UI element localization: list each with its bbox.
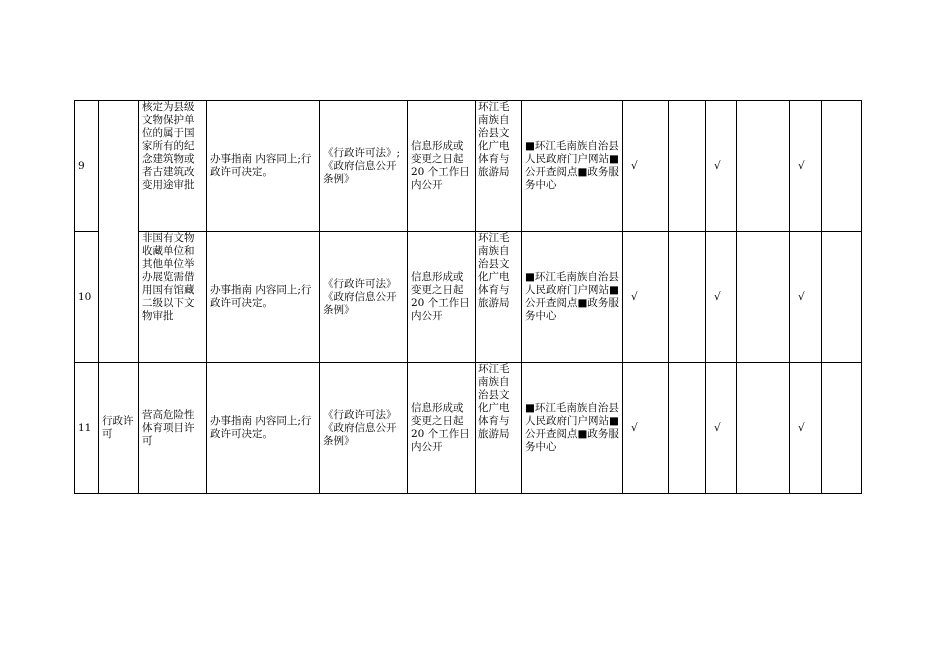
check-mark-cell: √ [623, 101, 669, 232]
channel-cell: ■环江毛南族自治县人民政府门户网站■公开查阅点■政务服务中心 [522, 363, 623, 494]
agency-cell: 环江毛南族自治县文化广电体育与旅游局 [476, 101, 522, 232]
item-name-cell: 核定为县级文物保护单位的属于国家所有的纪念建筑物或者古建筑改变用途审批 [139, 101, 207, 232]
time-limit-cell: 信息形成或变更之日起 20 个工作日内公开 [408, 232, 476, 363]
content-cell: 办事指南 内容同上;行政许可决定。 [207, 101, 320, 232]
basis-cell: 《行政许可法》《政府信息公开条例》 [320, 232, 408, 363]
disclosure-table [74, 100, 862, 494]
category-cell [99, 101, 139, 363]
check-mark-cell [737, 363, 790, 494]
row-number: 10 [75, 232, 99, 363]
check-mark-cell: √ [790, 101, 822, 232]
check-mark-cell: √ [706, 232, 737, 363]
row-number: 9 [75, 101, 99, 232]
check-mark-cell [669, 363, 706, 494]
check-mark-cell: √ [790, 232, 822, 363]
time-limit-cell: 信息形成或变更之日起 20 个工作日内公开 [408, 363, 476, 494]
check-mark-cell [822, 363, 862, 494]
category-cell: 行政许可 [99, 363, 139, 494]
check-mark-cell: √ [623, 232, 669, 363]
content-cell: 办事指南 内容同上;行政许可决定。 [207, 363, 320, 494]
item-name-cell: 非国有文物收藏单位和其他单位举办展览需借用国有馆藏二级以下文物审批 [139, 232, 207, 363]
channel-cell: ■环江毛南族自治县人民政府门户网站■公开查阅点■政务服务中心 [522, 101, 623, 232]
check-mark-cell [737, 101, 790, 232]
basis-cell: 《行政许可法》《政府信息公开条例》 [320, 363, 408, 494]
time-limit-cell: 信息形成或变更之日起 20 个工作日内公开 [408, 101, 476, 232]
check-mark-cell [822, 232, 862, 363]
content-cell: 办事指南 内容同上;行政许可决定。 [207, 232, 320, 363]
check-mark-cell: √ [623, 363, 669, 494]
row-number: 11 [75, 363, 99, 494]
table-row [75, 101, 862, 232]
agency-cell: 环江毛南族自治县文化广电体育与旅游局 [476, 232, 522, 363]
table-row [75, 232, 862, 363]
check-mark-cell: √ [706, 101, 737, 232]
channel-cell: ■环江毛南族自治县人民政府门户网站■公开查阅点■政务服务中心 [522, 232, 623, 363]
check-mark-cell [822, 101, 862, 232]
check-mark-cell: √ [706, 363, 737, 494]
table-row [75, 363, 862, 494]
check-mark-cell [737, 232, 790, 363]
check-mark-cell [669, 232, 706, 363]
basis-cell: 《行政许可法》;《政府信息公开条例》 [320, 101, 408, 232]
check-mark-cell: √ [790, 363, 822, 494]
agency-cell: 环江毛南族自治县文化广电体育与旅游局 [476, 363, 522, 494]
check-mark-cell [669, 101, 706, 232]
item-name-cell: 营高危险性体育项目许可 [139, 363, 207, 494]
